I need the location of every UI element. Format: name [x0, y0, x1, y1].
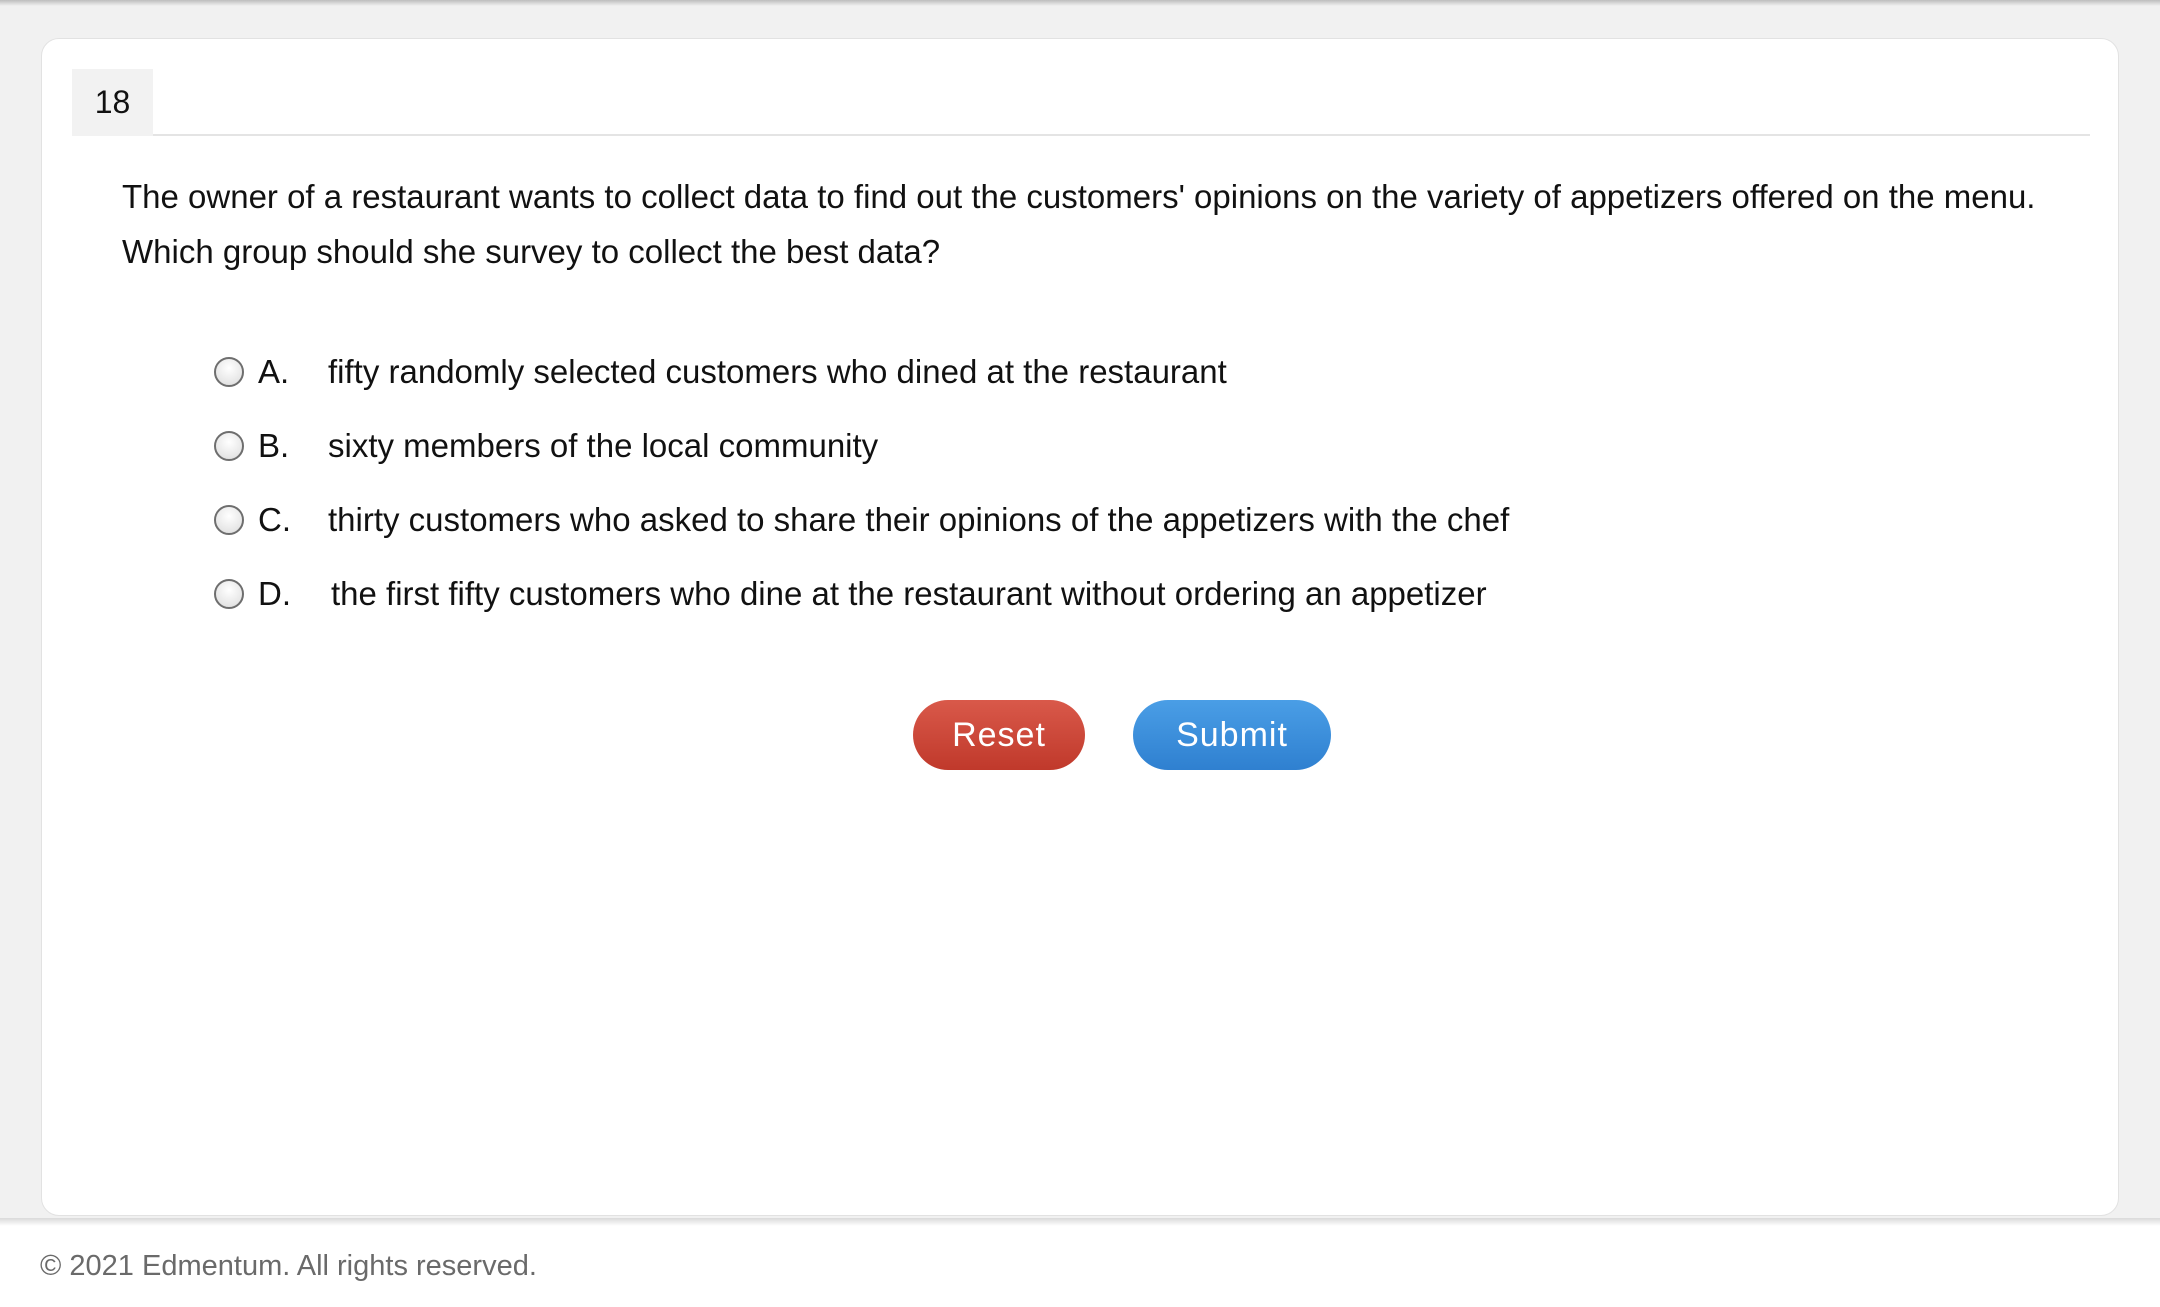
option-letter: A.: [258, 353, 290, 390]
option-text: thirty customers who asked to share their opinions of the appetizers with the chef: [328, 501, 1510, 538]
question-number: 18: [72, 69, 153, 136]
top-shadow: [0, 0, 2160, 6]
question-header: [72, 69, 2090, 136]
option-a[interactable]: [172, 342, 1872, 402]
reset-button[interactable]: Reset: [913, 700, 1085, 770]
footer: [0, 1226, 2160, 1307]
option-text: fifty randomly selected customers who dined at the restaurant: [328, 353, 1227, 390]
option-b[interactable]: [172, 416, 1872, 476]
question-text: The owner of a restaurant wants to collect data to find out the customers' opinions on the variety of appetizers offered on the menu. Which group should she survey to collect the best data?: [122, 178, 2036, 270]
radio-button-d[interactable]: [214, 579, 244, 609]
question-card: [41, 38, 2119, 1216]
option-text: the first fifty customers who dine at the restaurant without ordering an appetizer: [331, 575, 1487, 612]
copyright-text: © 2021 Edmentum. All rights reserved.: [40, 1250, 537, 1282]
radio-button-c[interactable]: [214, 505, 244, 535]
radio-button-a[interactable]: [214, 357, 244, 387]
option-letter: B.: [258, 427, 290, 464]
option-text: sixty members of the local community: [328, 427, 879, 464]
option-letter: C.: [258, 501, 291, 538]
footer-shadow: [0, 1218, 2160, 1226]
option-letter: D.: [258, 575, 291, 612]
submit-button[interactable]: Submit: [1133, 700, 1331, 770]
radio-button-b[interactable]: [214, 431, 244, 461]
option-c[interactable]: [172, 490, 1872, 550]
option-d[interactable]: [172, 564, 1872, 624]
